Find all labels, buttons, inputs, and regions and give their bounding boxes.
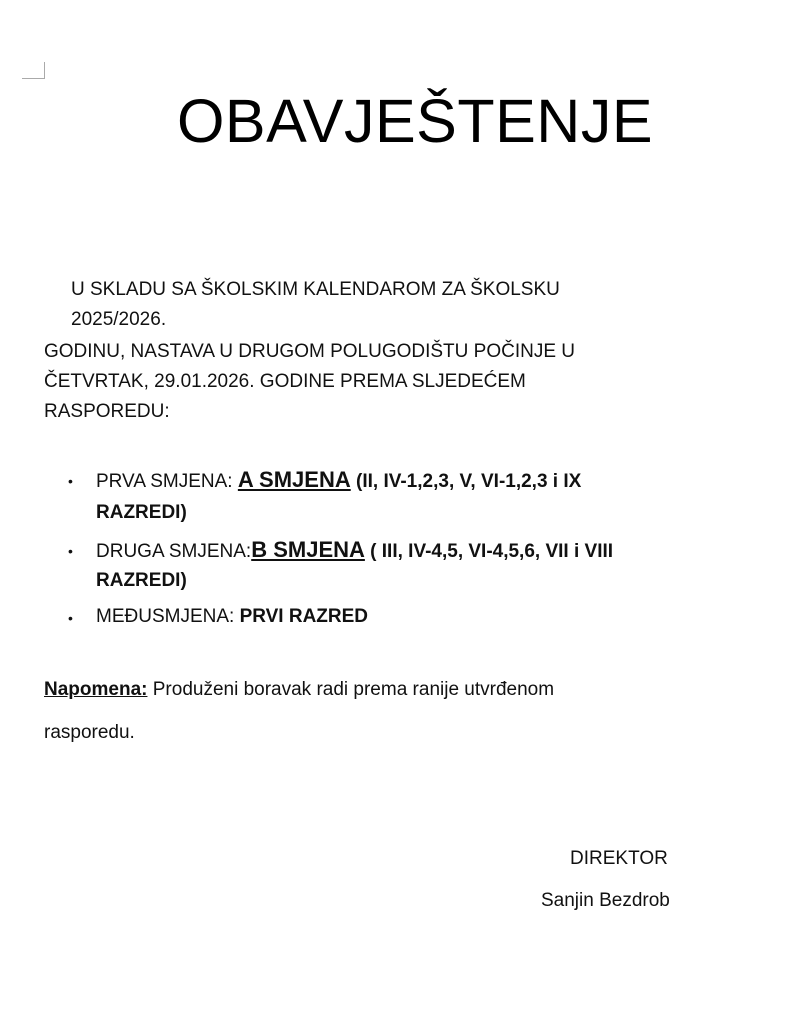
bullet-icon: • <box>68 473 73 489</box>
shift-name: B SMJENA <box>251 537 365 562</box>
note <box>44 679 554 701</box>
shift-classes: ( III, IV-4,5, VI-4,5,6, VII i VIII <box>364 541 614 562</box>
shift-classes-cont: RAZREDI) <box>96 570 187 591</box>
bullet-icon: • <box>68 610 73 626</box>
intro-line: U SKLADU SA ŠKOLSKIM KALENDAROM ZA ŠKOLSKU <box>71 279 560 300</box>
shift-value: PRVI RAZRED <box>239 606 369 627</box>
note-text: Produženi boravak radi prema ranije utvrđenom <box>147 679 555 700</box>
separator: : <box>229 606 240 627</box>
page-corner-mark <box>22 62 45 79</box>
list-item-intermediate-shift <box>96 606 368 628</box>
page-title: OBAVJEŠTENJE <box>176 87 654 155</box>
bullet-icon: • <box>68 543 73 559</box>
signature-name: Sanjin Bezdrob <box>541 890 670 911</box>
separator: : <box>245 541 252 562</box>
shift-label: DRUGA SMJENA <box>96 541 246 562</box>
intro-line: RASPOREDU: <box>44 401 170 422</box>
shift-classes-cont: RAZREDI) <box>96 502 187 523</box>
list-item-first-shift <box>96 467 581 493</box>
intro-line: 2025/2026. <box>71 309 167 330</box>
shift-classes: (II, IV-1,2,3, V, VI-1,2,3 i IX <box>350 471 582 492</box>
signature-role: DIREKTOR <box>570 848 668 869</box>
separator: : <box>227 471 238 492</box>
shift-label: MEĐUSMJENA <box>96 606 230 627</box>
list-item-second-shift <box>96 537 613 563</box>
note-label: Napomena: <box>44 679 148 700</box>
intro-line: ČETVRTAK, 29.01.2026. GODINE PREMA SLJEDEĆEM <box>44 371 526 392</box>
shift-name: A SMJENA <box>237 467 351 492</box>
shift-label: PRVA SMJENA <box>96 471 228 492</box>
note-text-cont: rasporedu. <box>44 722 135 743</box>
intro-line: GODINU, NASTAVA U DRUGOM POLUGODIŠTU POČINJE U <box>44 341 575 362</box>
